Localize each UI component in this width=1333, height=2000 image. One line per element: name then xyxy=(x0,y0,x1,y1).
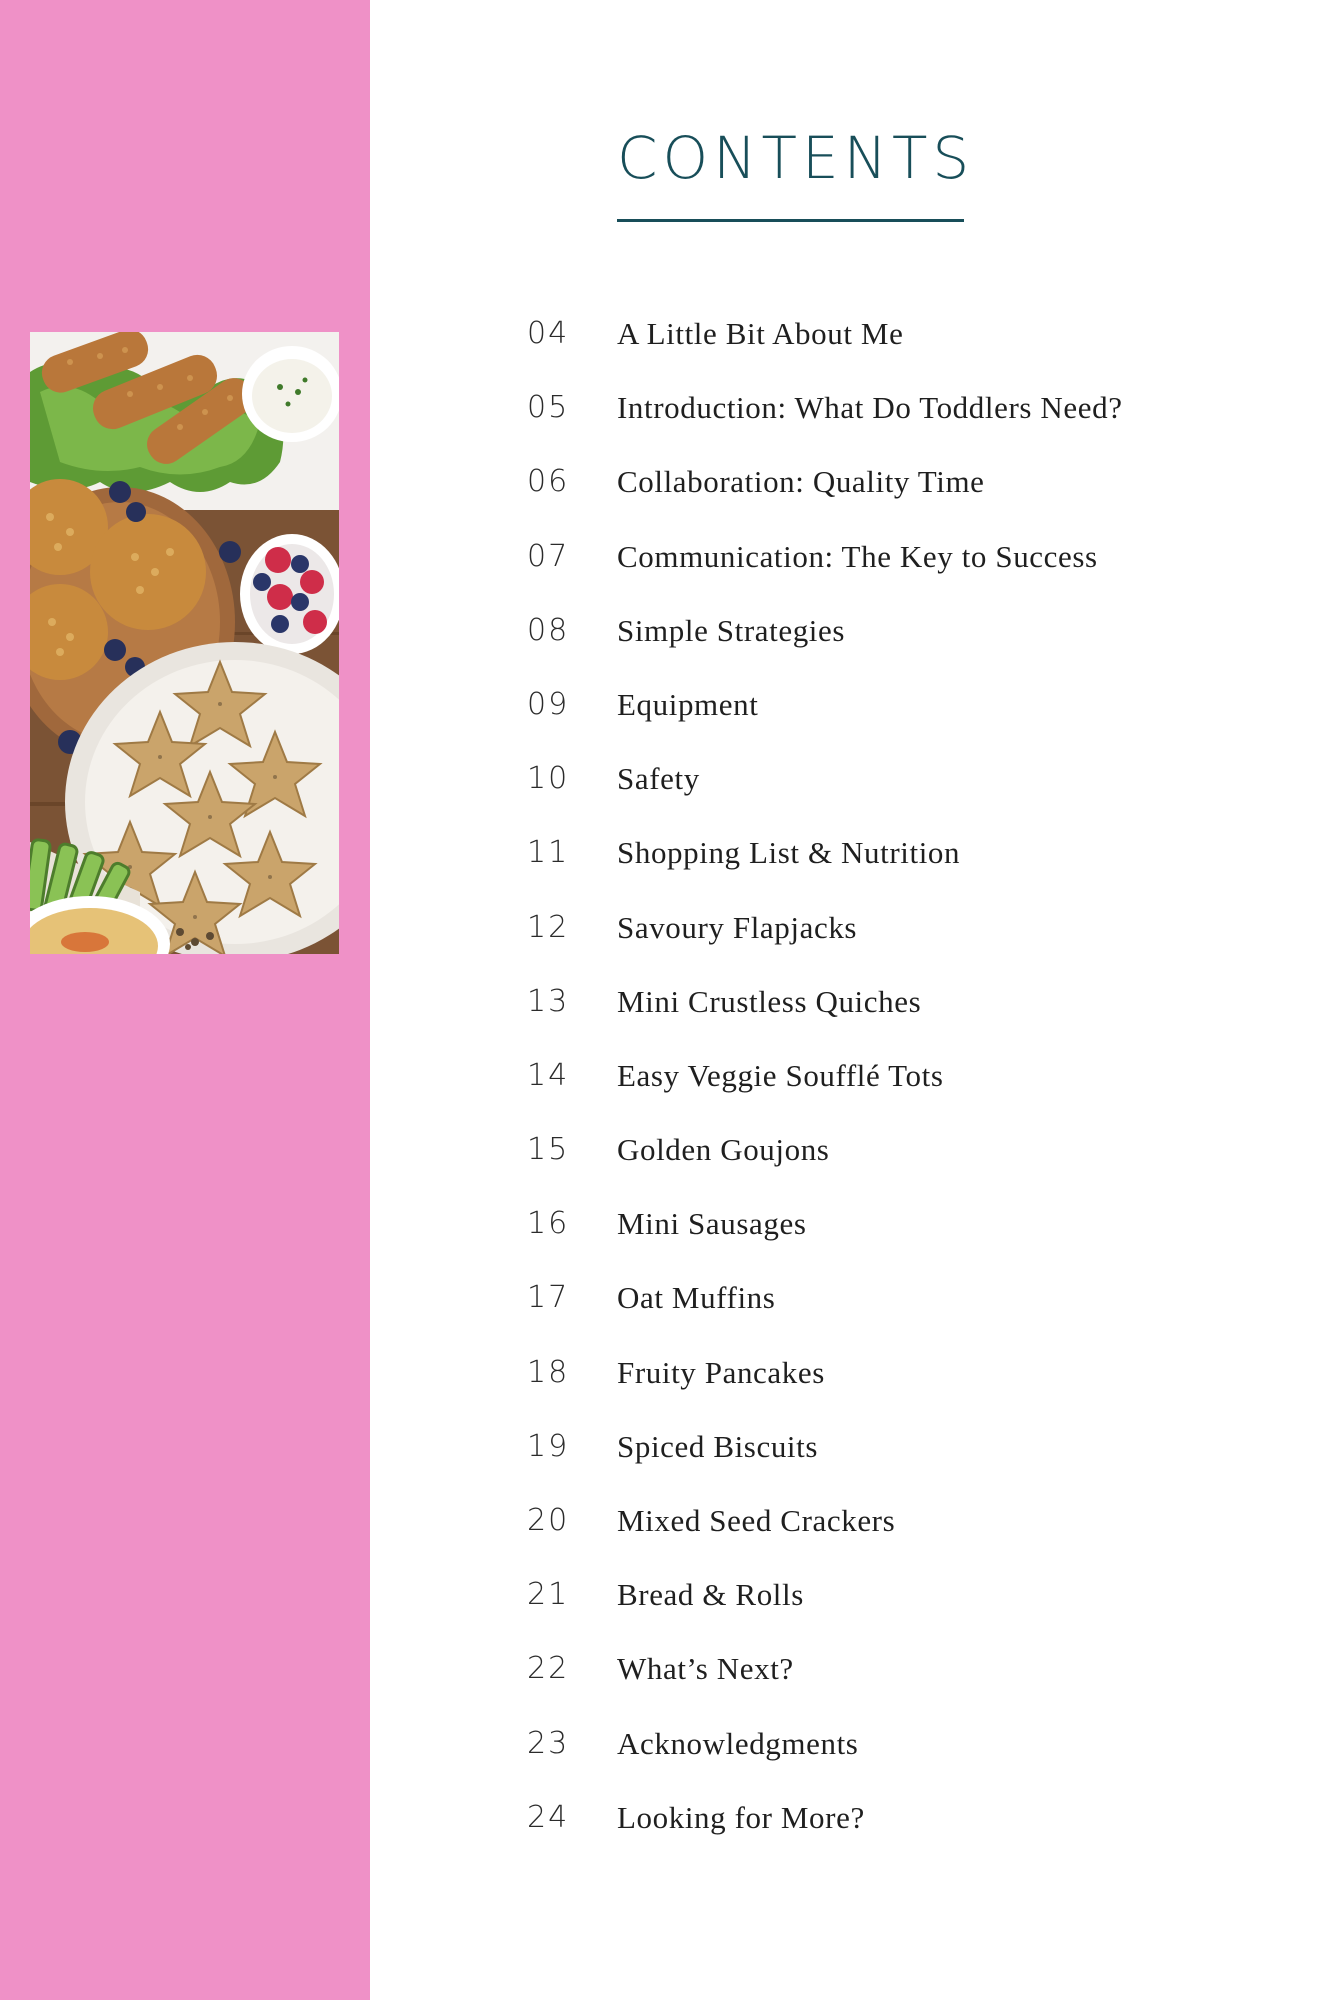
pink-sidebar xyxy=(0,0,370,2000)
toc-page-number: 06 xyxy=(527,464,570,500)
toc-entry-title: Shopping List & Nutrition xyxy=(617,835,961,871)
toc-entry-title: Mini Crustless Quiches xyxy=(617,983,922,1019)
toc-entry-title: Looking for More? xyxy=(617,1799,865,1835)
toc-page-number: 14 xyxy=(527,1057,570,1093)
toc-entry-title: Introduction: What Do Toddlers Need? xyxy=(617,390,1123,426)
toc-page-number: 24 xyxy=(527,1799,570,1835)
toc-page-number: 19 xyxy=(527,1428,570,1464)
toc-page-number: 11 xyxy=(527,835,570,871)
toc-entry[interactable] xyxy=(370,1639,1333,1713)
toc-entry[interactable] xyxy=(370,972,1333,1046)
toc-page-number: 09 xyxy=(527,686,570,722)
toc-entry[interactable] xyxy=(370,1120,1333,1194)
toc-page-number: 18 xyxy=(527,1354,570,1390)
toc-page-number: 23 xyxy=(527,1725,570,1761)
toc-page-number: 15 xyxy=(527,1132,570,1168)
toc-entry-title: Collaboration: Quality Time xyxy=(617,464,985,500)
toc-entry-title: Spiced Biscuits xyxy=(617,1428,819,1464)
toc-entry[interactable] xyxy=(370,1565,1333,1639)
toc-entry-title: Safety xyxy=(617,761,700,797)
toc-entry[interactable] xyxy=(370,898,1333,972)
toc-entry[interactable] xyxy=(370,1417,1333,1491)
toc-page-number: 13 xyxy=(527,983,570,1019)
toc-entry-title: Mini Sausages xyxy=(617,1206,807,1242)
toc-page-number: 12 xyxy=(527,909,570,945)
toc-page-number: 08 xyxy=(527,612,570,648)
toc-entry[interactable] xyxy=(370,378,1333,452)
toc-page-number: 07 xyxy=(527,538,570,574)
toc-entry[interactable] xyxy=(370,1788,1333,1862)
toc-entry-title: Fruity Pancakes xyxy=(617,1354,825,1390)
toc-entry-title: Bread & Rolls xyxy=(617,1577,804,1613)
toc-entry-title: Simple Strategies xyxy=(617,612,846,648)
toc-page-number: 10 xyxy=(527,761,570,797)
toc-entry[interactable] xyxy=(370,1343,1333,1417)
toc-page-number: 21 xyxy=(527,1577,570,1613)
toc-entry-title: What’s Next? xyxy=(617,1651,794,1687)
toc-entry-title: Golden Goujons xyxy=(617,1132,830,1168)
toc-entry[interactable] xyxy=(370,304,1333,378)
food-platter-image xyxy=(30,332,339,954)
toc-entry[interactable] xyxy=(370,1714,1333,1788)
toc-page-number: 17 xyxy=(527,1280,570,1316)
toc-entry[interactable] xyxy=(370,749,1333,823)
toc-entry[interactable] xyxy=(370,452,1333,526)
toc-page-number: 05 xyxy=(527,390,570,426)
toc-entry-title: Oat Muffins xyxy=(617,1280,776,1316)
toc-entry[interactable] xyxy=(370,601,1333,675)
toc-entry[interactable] xyxy=(370,1268,1333,1342)
food-photo xyxy=(30,332,339,954)
toc-entry[interactable] xyxy=(370,823,1333,897)
toc-entry[interactable] xyxy=(370,1194,1333,1268)
toc-page-number: 04 xyxy=(527,316,570,351)
toc-entry[interactable] xyxy=(370,675,1333,749)
toc-entry-title: Easy Veggie Soufflé Tots xyxy=(617,1057,944,1093)
toc-entry[interactable] xyxy=(370,1046,1333,1120)
toc-entry-title: Mixed Seed Crackers xyxy=(617,1503,896,1538)
page-title: CONTENTS xyxy=(617,124,975,192)
toc-entry-title: A Little Bit About Me xyxy=(617,316,904,351)
toc-entry[interactable] xyxy=(370,527,1333,601)
toc-entry-title: Acknowledgments xyxy=(617,1725,859,1761)
table-of-contents xyxy=(370,304,1333,1862)
toc-page-number: 16 xyxy=(527,1206,570,1242)
toc-entry-title: Equipment xyxy=(617,686,759,722)
title-underline xyxy=(617,219,964,222)
toc-page-number: 22 xyxy=(527,1651,570,1687)
toc-entry-title: Savoury Flapjacks xyxy=(617,909,858,945)
contents-page xyxy=(370,0,1333,2000)
toc-entry-title: Communication: The Key to Success xyxy=(617,538,1098,574)
toc-page-number: 20 xyxy=(527,1503,570,1538)
toc-entry[interactable] xyxy=(370,1491,1333,1565)
